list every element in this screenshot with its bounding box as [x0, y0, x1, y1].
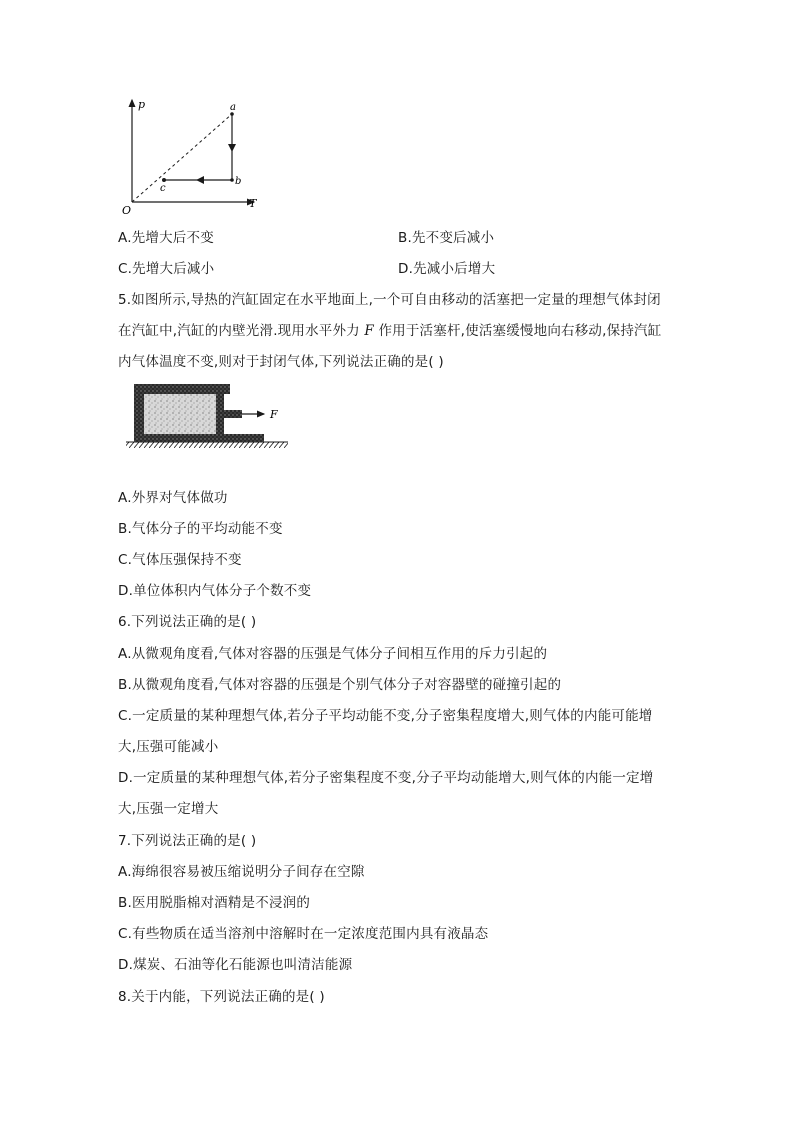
- point-a-label: a: [230, 102, 236, 113]
- q6-option-a: A.从微观角度看,气体对容器的压强是气体分子间相互作用的斥力引起的: [118, 646, 548, 662]
- origin-label: O: [122, 204, 132, 217]
- t-axis-label: T: [249, 197, 257, 210]
- q6-option-d-line-1: D.一定质量的某种理想气体,若分子密集程度不变,分子平均动能增大,则气体的内能一定增: [118, 770, 654, 786]
- q6-option-d-line-2: 大,压强一定增大: [118, 801, 219, 817]
- q5-option-b: B.气体分子的平均动能不变: [118, 521, 283, 537]
- q5-stem-line-2: [118, 322, 661, 340]
- q7-stem: 7.下列说法正确的是( ): [118, 833, 257, 849]
- q7-option-b: B.医用脱脂棉对酒精是不浸润的: [118, 895, 311, 911]
- q4-option-d: D.先减小后增大: [398, 261, 496, 277]
- q6-option-c-line-1: C.一定质量的某种理想气体,若分子平均动能不变,分子密集程度增大,则气体的内能可能增: [118, 708, 653, 724]
- q7-option-d: D.煤炭、石油等化石能源也叫清洁能源: [118, 957, 353, 973]
- q8-stem: 8.关于内能，下列说法正确的是( ): [118, 989, 325, 1005]
- q5-stem-line-3: 内气体温度不变,则对于封闭气体,下列说法正确的是( ): [118, 354, 444, 370]
- q6-option-c-line-2: 大,压强可能减小: [118, 739, 219, 755]
- q5-option-c: C.气体压强保持不变: [118, 552, 242, 568]
- point-b-label: b: [235, 176, 242, 187]
- cylinder-bottom-wall: [134, 434, 264, 442]
- q4-option-c: C.先增大后减小: [118, 261, 215, 277]
- cylinder-piston-figure: [124, 382, 294, 450]
- process-ab-arrow: [228, 144, 236, 152]
- enclosed-gas: [144, 394, 216, 434]
- q5-option-d: D.单位体积内气体分子个数不变: [118, 583, 312, 599]
- q7-option-c: C.有些物质在适当溶剂中溶解时在一定浓度范围内具有液晶态: [118, 926, 489, 942]
- q5-option-a: A.外界对气体做功: [118, 490, 228, 506]
- p-axis-label: p: [138, 98, 146, 111]
- process-bc-arrow: [196, 176, 204, 184]
- piston: [216, 394, 224, 434]
- q5-stem-line-1: 5.如图所示,导热的汽缸固定在水平地面上,一个可自由移动的活塞把一定量的理想气体封闭: [118, 292, 661, 308]
- q6-stem: 6.下列说法正确的是( ): [118, 614, 257, 630]
- point-b: [230, 178, 234, 182]
- ground-hatch: [126, 442, 288, 448]
- q5-stem-line-2-post: 作用于活塞杆,使活塞缓慢地向右移动,保持汽缸: [373, 323, 662, 339]
- point-c-label: c: [160, 183, 166, 194]
- q5-force-variable: F: [364, 323, 374, 339]
- q7-option-a: A.海绵很容易被压缩说明分子间存在空隙: [118, 864, 365, 880]
- force-label: F: [270, 408, 278, 421]
- pt-graph-figure: [118, 96, 268, 218]
- q6-option-b: B.从微观角度看,气体对容器的压强是个别气体分子对容器壁的碰撞引起的: [118, 677, 562, 693]
- cylinder-top-wall: [134, 384, 230, 394]
- q4-option-a: A.先增大后不变: [118, 230, 214, 246]
- piston-rod: [224, 410, 242, 418]
- q5-stem-line-2-pre: 在汽缸中,汽缸的内壁光滑.现用水平外力: [118, 323, 365, 339]
- q4-option-b: B.先不变后减小: [398, 230, 495, 246]
- isochore-dashed-line: [132, 114, 232, 202]
- point-c: [162, 178, 166, 182]
